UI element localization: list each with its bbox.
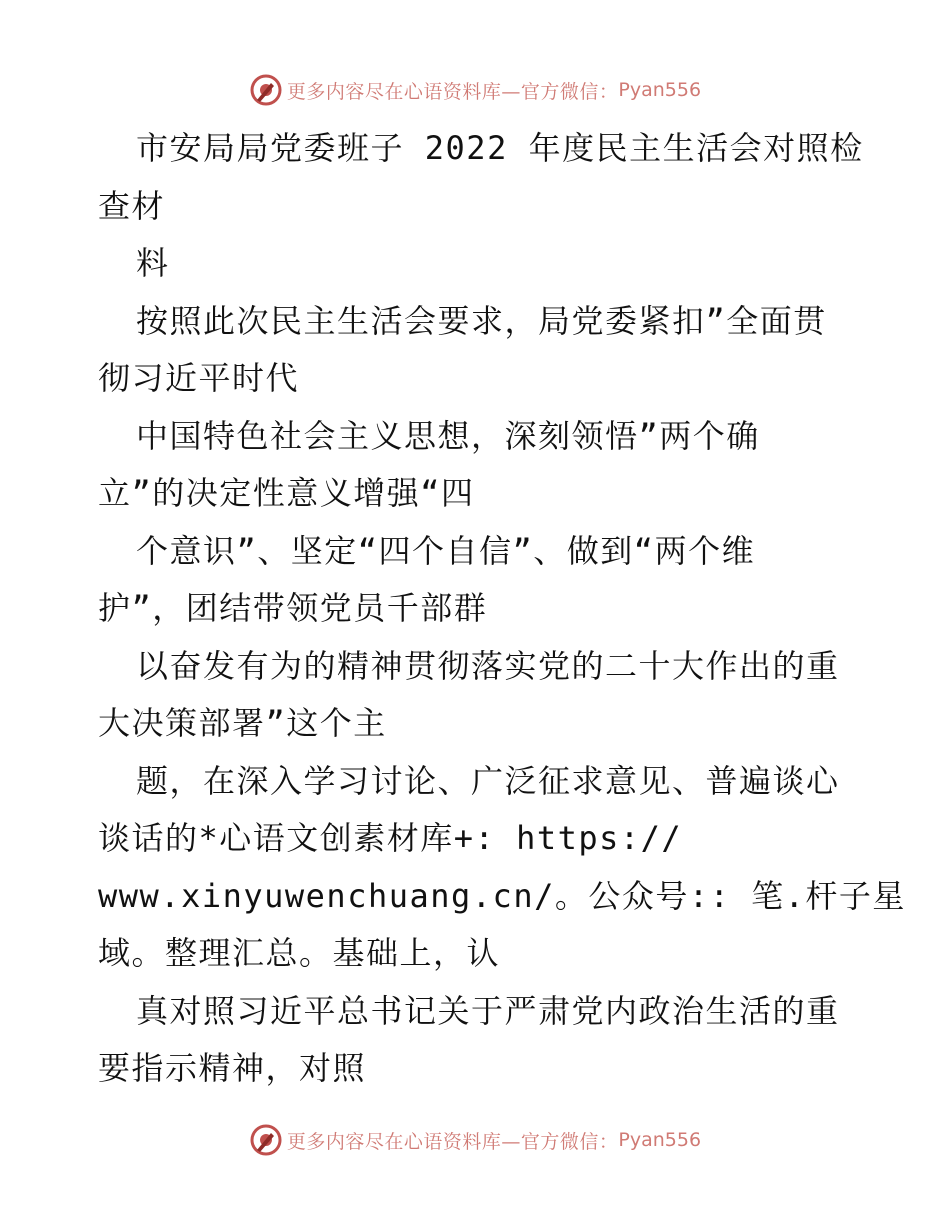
- pen-logo-icon: [249, 1123, 283, 1157]
- pen-logo-icon: [249, 73, 283, 107]
- text-line: 中国特色社会主义思想，深刻领悟”两个确: [136, 416, 760, 455]
- text-line: 谈话的*心语文创素材库+: https://: [98, 819, 683, 857]
- text-line: 域。整理汇总。基础上，认: [98, 934, 501, 972]
- text-line: 护”，团结带领党员千部群: [98, 589, 488, 627]
- text-line: 个意识”、坚定“四个自信”、做到“两个维: [136, 531, 756, 570]
- document-body: [98, 120, 906, 1098]
- text-line: 大决策部署”这个主: [98, 704, 387, 742]
- watermark-text: 更多内容尽在心语资料库—官方微信：: [286, 80, 619, 103]
- text-line: 彻习近平时代: [98, 359, 300, 397]
- text-line: 料: [136, 244, 170, 282]
- text-line: 立”的决定性意义增强“四: [98, 474, 475, 512]
- text-line: 以奋发有为的精神贯彻落实党的二十大作出的重: [136, 646, 840, 685]
- watermark-header: [0, 70, 950, 110]
- text-line: www.xinyuwenchuang.cn/。公众号:: 笔.杆子星: [98, 876, 906, 915]
- watermark-footer: [0, 1120, 950, 1160]
- text-line: 查材: [98, 186, 166, 225]
- text-line: 题，在深入学习讨论、广泛征求意见、普遍谈心: [136, 761, 840, 800]
- text-line: 按照此次民主生活会要求，局党委紧扣”全面贯: [136, 301, 827, 340]
- watermark-id: Pyan556: [618, 79, 702, 101]
- watermark-text: 更多内容尽在心语资料库—官方微信：: [286, 1130, 619, 1153]
- text-line: 要指示精神，对照: [98, 1049, 367, 1087]
- watermark-id: Pyan556: [618, 1129, 702, 1151]
- text-line: 市安局局党委班子 2022 年度民主生活会对照检: [136, 129, 864, 167]
- text-line: 真对照习近平总书记关于严肃党内政治生活的重: [136, 991, 840, 1030]
